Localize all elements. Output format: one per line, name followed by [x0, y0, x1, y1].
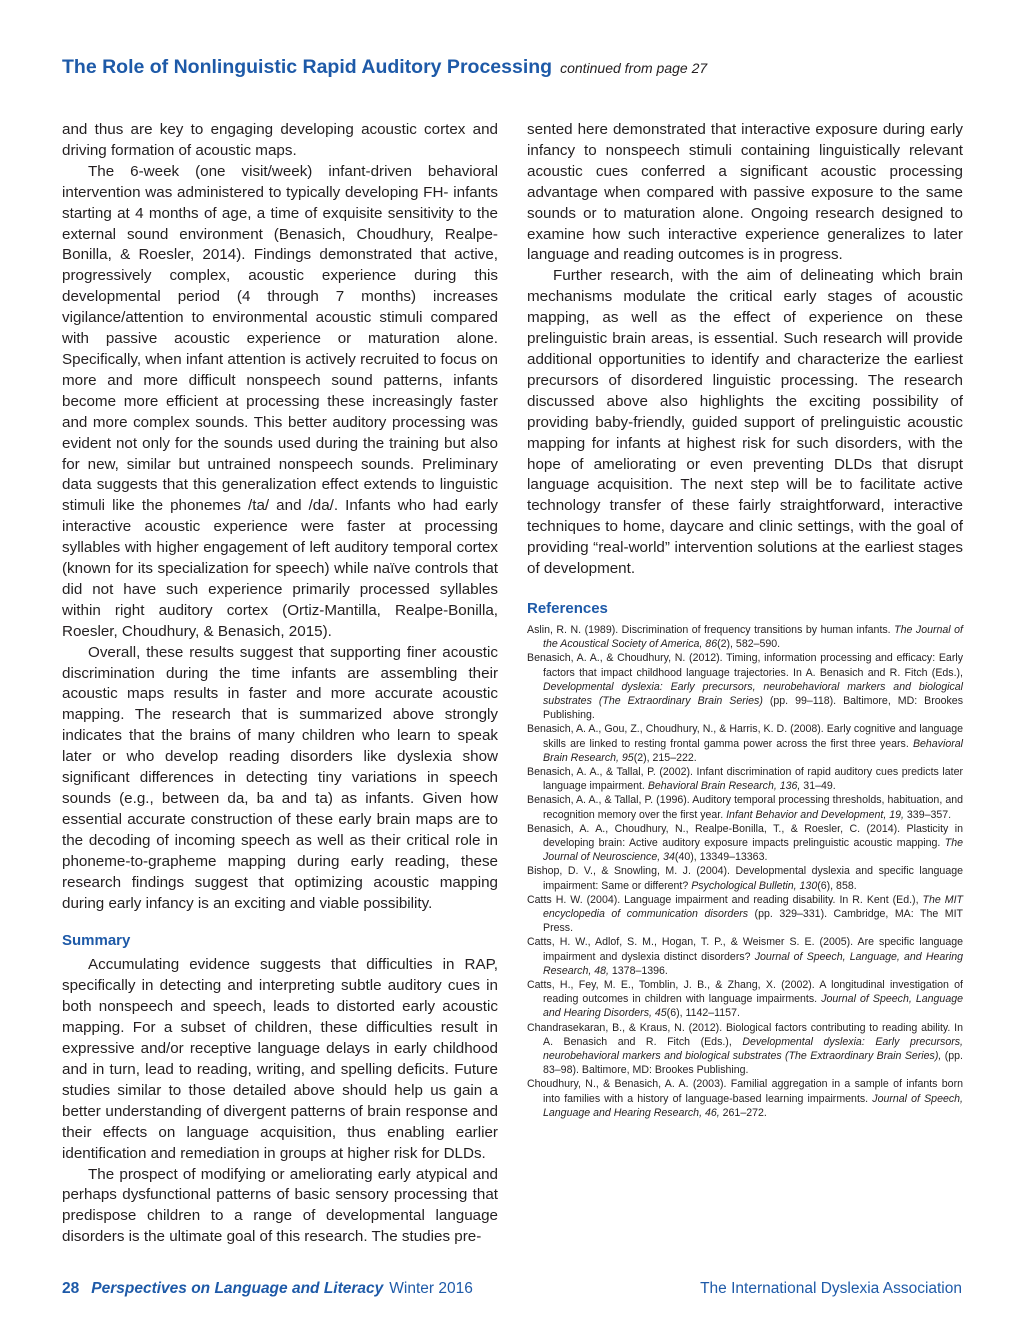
reference-item: Aslin, R. N. (1989). Discrimination of frequency transitions by human infants. The Journal of the Acoustical Society of America, 86(2), 582–590.	[527, 623, 963, 651]
article-title: The Role of Nonlinguistic Rapid Auditory Processing	[62, 56, 553, 78]
paragraph: The 6-week (one visit/week) infant-driven behavioral intervention was administered to typically developing FH- infants starting at 4 months of age, a time of exquisite sensitivity to the external sound environment (Benasich, Choudhury, Realpe-Bonilla, & Roesler, 2014). Findings demonstrated that active, progressively complex, acoustic experience during this developmental period (4 through 7 months) increases vigilance/attention to environmental acoustic stimuli compared with passive acoustic experience or maturation alone. Specifically, when infant attention is actively recruited to focus on more and more difficult nonspeech sound patterns, infants become more efficient at processing these increasingly faster and more complex sounds. This better auditory processing was evident not only for the sounds used during the training but also for new, similar but untrained nonspeech sounds. Preliminary data suggests that this generalization effect extends to linguistic stimuli like the phonemes /ta/ and /da/. Infants who had early interactive acoustic experience were faster at processing syllables with higher engagement of left auditory temporal cortex (known for its specialization for speech) while naïve controls that did not have such experience primarily processed syllables within right auditory cortex (Ortiz-Mantilla, Realpe-Bonilla, Roesler, Choudhury, & Benasich, 2015).	[62, 162, 498, 640]
paragraph: sented here demonstrated that interactive exposure during early infancy to nonspeech stimuli containing linguistically relevant acoustic cues conferred a significant acoustic processing advantage when compared with passive exposure to the same sounds or to maturation alone. Ongoing research designed to examine how such interactive experience generalizes to later language and reading outcomes is in progress.	[527, 121, 963, 264]
paragraph: Further research, with the aim of delineating which brain mechanisms modulate the critical early stages of acoustic mapping, as well as the effect of experience on these prelinguistic brain areas, is essential. Such research will provide additional opportunities to identify and characterize the earliest precursors of disordered linguistic processing. The research discussed above also highlights the exciting possibility of providing baby-friendly, guided support of prelinguistic acoustic mapping for infants at highest risk for such disorders, with the hope of ameliorating or even preventing DLDs that disrupt language acquisition. The next step will be to facilitate active technology transfer of these fairly straightforward, interactive techniques to home, daycare and clinic settings, with the goal of providing “real-world” intervention solutions at the earliest stages of development.	[527, 267, 963, 578]
reference-item: Benasich, A. A., & Tallal, P. (1996). Auditory temporal processing thresholds, habituation, and recognition memory over the first year. Infant Behavior and Development, 19, 339–357.	[527, 794, 963, 821]
reference-item: Benasich, A. A., Choudhury, N., Realpe-Bonilla, T., & Roesler, C. (2014). Plasticity in developing brain: Active auditory exposure impacts prelinguistic acoustic mapping. The Journal of Neuroscience, 34(40), 13349–13363.	[527, 822, 963, 864]
reference-item: Catts, H., Fey, M. E., Tomblin, J. B., & Zhang, X. (2002). A longitudinal investigation of reading outcomes in children with language impairments. Journal of Speech, Language and Hearing Disorders, 45(6), 1142–1157.	[527, 979, 963, 1020]
section-heading-summary: Summary	[62, 932, 131, 950]
page-number: 28	[62, 1280, 80, 1297]
reference-item: Choudhury, N., & Benasich, A. A. (2003). Familial aggregation in a sample of infants born into families with a history of language-based learning impairments. Journal of Speech, Language and Hearing Research, 46, 261–272.	[527, 1078, 963, 1119]
paragraph: Accumulating evidence suggests that difficulties in RAP, specifically in detecting and interpreting subtle auditory cues in both nonspeech and speech, leads to distorted early acoustic mapping. For a subset of children, these difficulties result in expressive and/or receptive language delays in early childhood and in turn, lead to reading, writing, and spelling deficits. Future studies similar to those detailed above should help us gain a better understanding of divergent patterns of brain response and their effects on language acquisition, thus enabling earlier identification and remediation in groups at higher risk for DLDs.	[62, 956, 498, 1162]
paragraph: The prospect of modifying or ameliorating early atypical and perhaps dysfunctional patterns of basic sensory processing that predispose children to a range of developmental language disorders is the ultimate goal of this research. The studies pre-	[62, 1165, 498, 1246]
reference-item: Bishop, D. V., & Snowling, M. J. (2004). Developmental dyslexia and specific language impairment: Same or different? Psychological Bulletin, 130(6), 858.	[527, 865, 963, 892]
continued-note: continued from page 27	[560, 60, 708, 76]
issue-season: Winter 2016	[389, 1280, 473, 1297]
reference-item: Catts H. W. (2004). Language impairment and reading disability. In R. Kent (Ed.), The MIT encyclopedia of communication disorders (pp. 329–331). Cambridge, MA: The MIT Press.	[527, 893, 963, 935]
paragraph: Overall, these results suggest that supporting finer acoustic discrimination during the time infants are assembling their acoustic maps results in faster and more accurate acoustic mapping. The research that is summarized above strongly indicates that the brains of many children who learn to speak later or who develop reading disorders like dyslexia show significant differences in detecting tiny variations in speech sounds (e.g., between da, ba and ta) as infants. Given how essential accurate construction of these early brain maps are to the decoding of incoming speech as well as their critical role in phoneme-to-grapheme mapping during early reading, these research findings suggest that optimizing acoustic mapping during early infancy is an exciting and viable possibility.	[62, 643, 498, 912]
section-heading-references: References	[527, 599, 608, 617]
running-header	[62, 56, 707, 79]
right-column	[527, 120, 963, 1120]
reference-item: Catts, H. W., Adlof, S. M., Hogan, T. P., & Weismer S. E. (2005). Are specific language impairment and dyslexia distinct disorders? Journal of Speech, Language, and Hearing Research, 48, 1378–1396.	[527, 936, 963, 977]
reference-item: Chandrasekaran, B., & Kraus, N. (2012). Biological factors contributing to reading ability. In A. Benasich and R. Fitch (Eds.), Developmental dyslexia: Early precursors, neurobehavioral markers and biological substrates (The Extraordinary Brain Series), (pp. 83–98). Baltimore, MD: Brookes Publishing.	[527, 1021, 964, 1077]
left-column	[62, 120, 498, 1248]
reference-item: Benasich, A. A., & Choudhury, N. (2012). Timing, information processing and efficacy: Early factors that impact childhood language trajectories. In A. Benasich and R. Fitch (Eds.), Developmental dyslexia: Early precursors, neurobehavioral markers and biological substrates (The Extraordinary Brain Series) (pp. 99–118). Baltimore, MD: Brookes Publishing.	[527, 652, 963, 722]
page-footer	[62, 1280, 962, 1302]
reference-list	[527, 623, 963, 1120]
organization-name: The International Dyslexia Association	[700, 1280, 962, 1297]
paragraph: and thus are key to engaging developing acoustic cortex and driving formation of acoustic maps.	[62, 121, 498, 159]
reference-item: Benasich, A. A., Gou, Z., Choudhury, N., & Harris, K. D. (2008). Early cognitive and language skills are linked to resting frontal gamma power across the first three years. Behavioral Brain Research, 95(2), 215–222.	[527, 723, 963, 764]
journal-name: Perspectives on Language and Literacy	[91, 1280, 384, 1297]
reference-item: Benasich, A. A., & Tallal, P. (2002). Infant discrimination of rapid auditory cues predicts later language impairment. Behavioral Brain Research, 136, 31–49.	[527, 765, 963, 793]
